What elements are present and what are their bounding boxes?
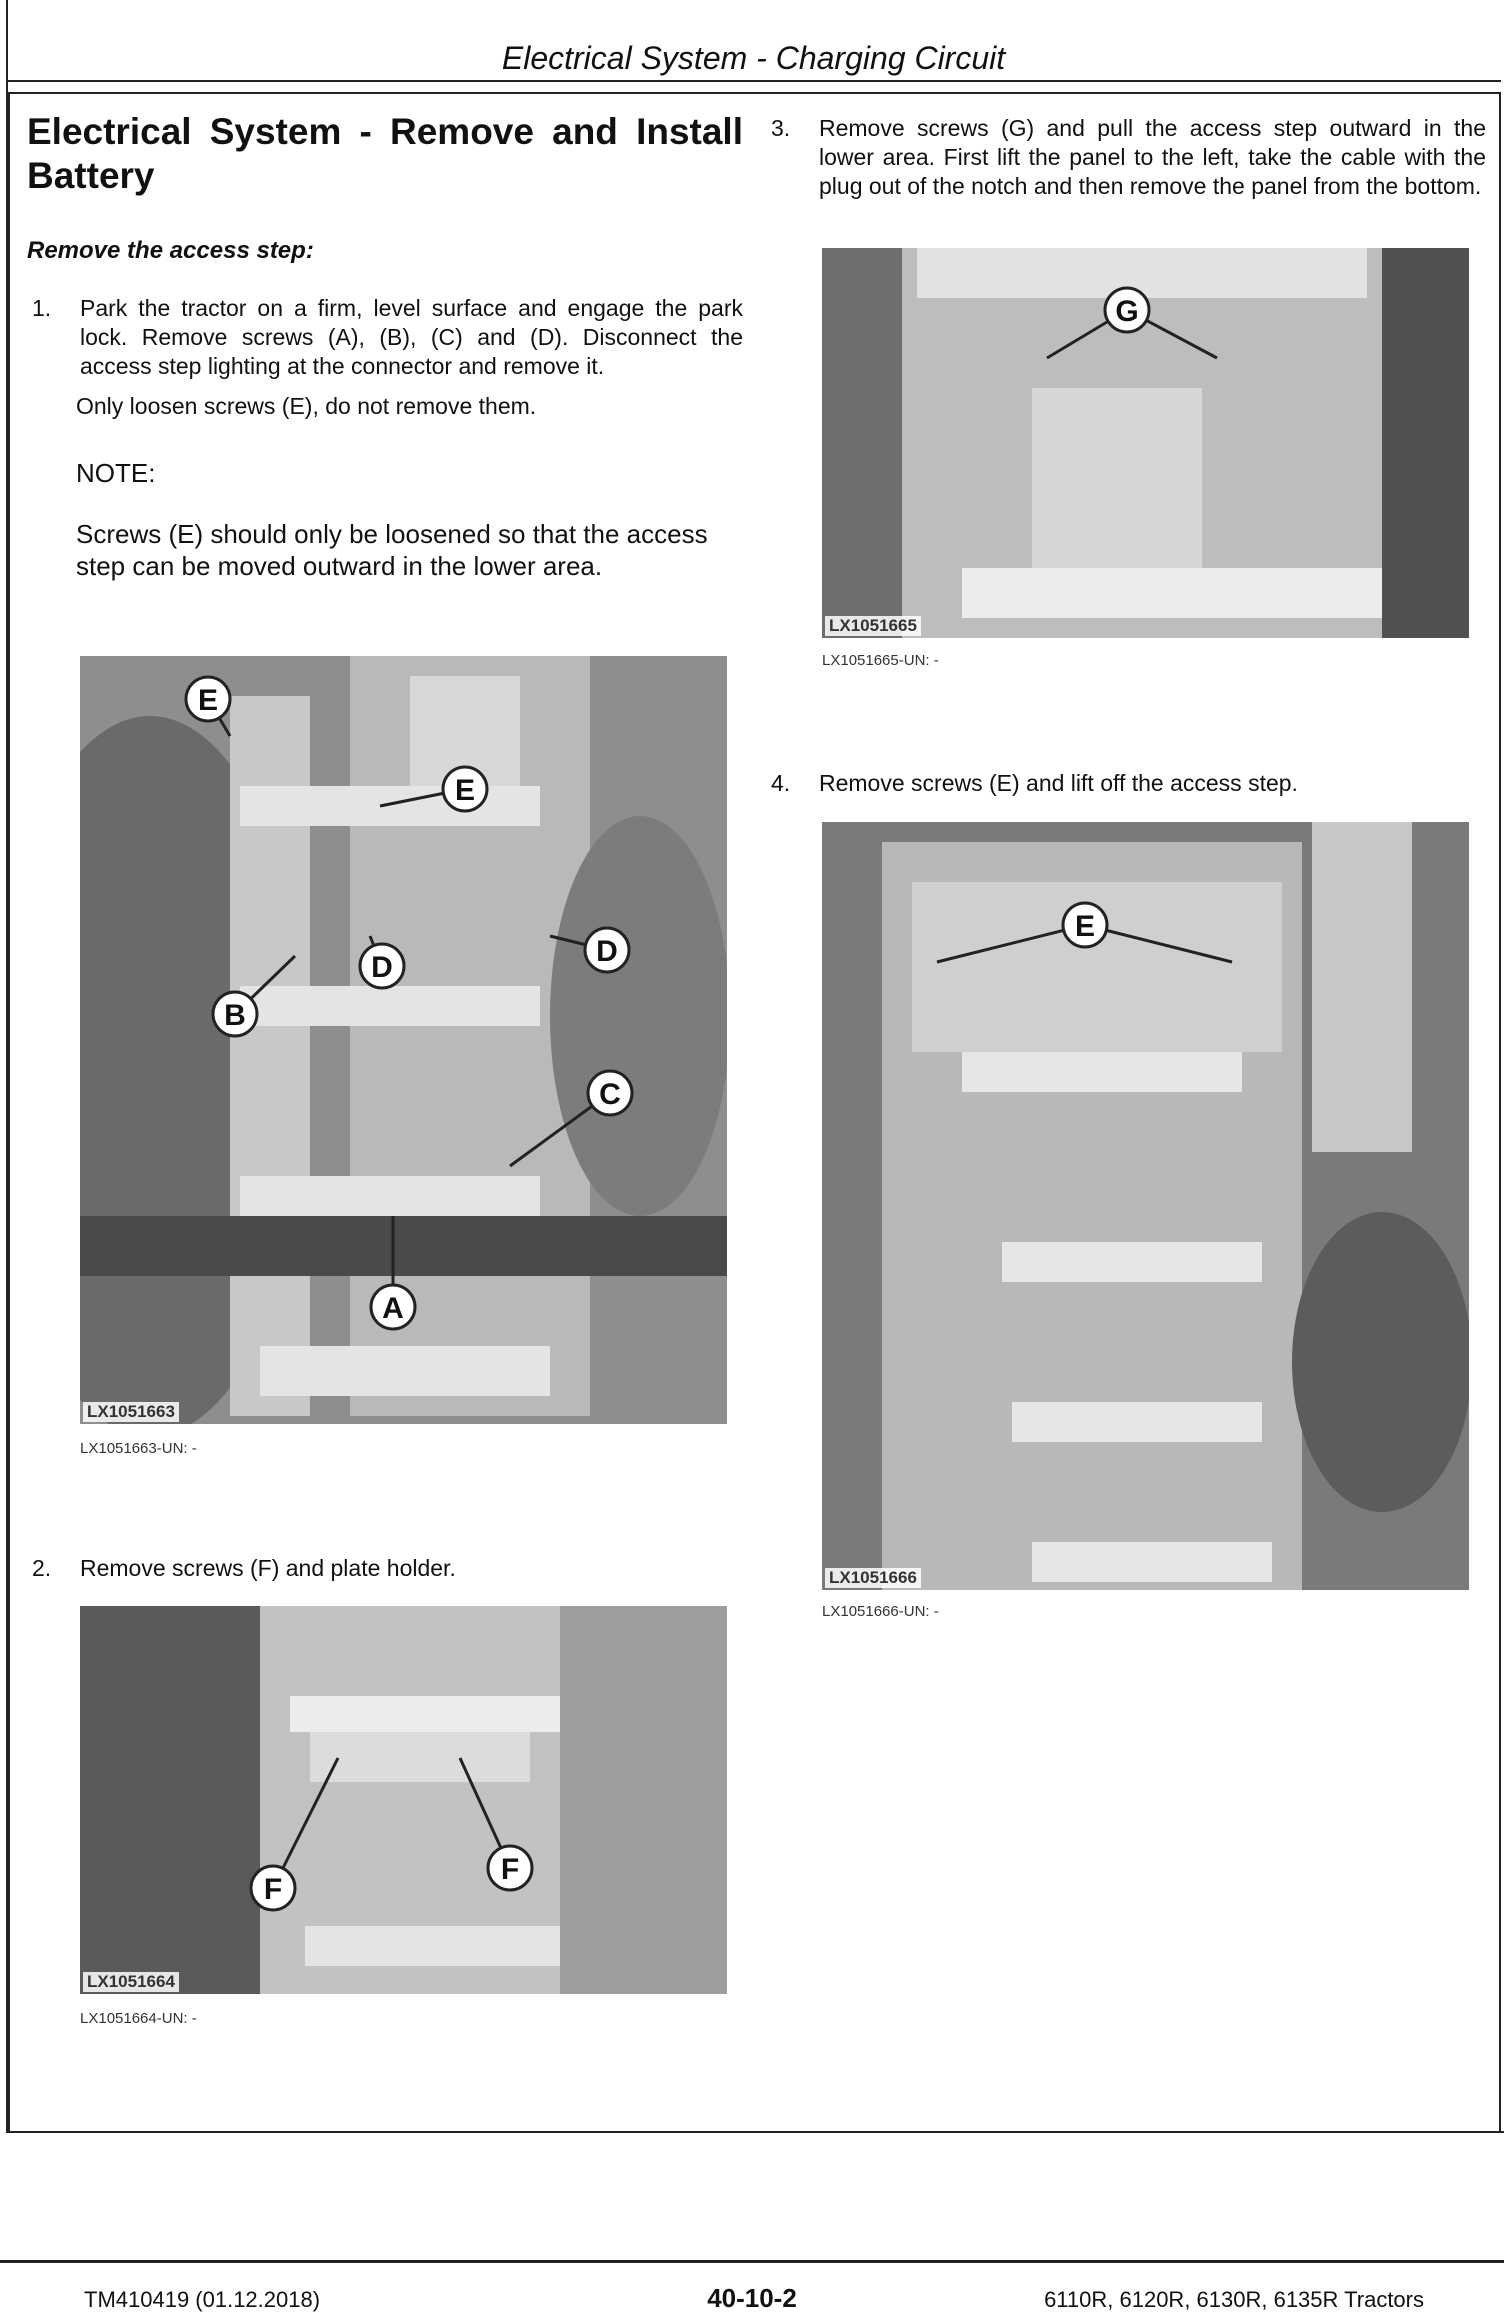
header-divider [6, 80, 1501, 82]
step-1-extra: Only loosen screws (E), do not remove them. [76, 393, 537, 419]
callout-label-e-upper: E [197, 684, 219, 717]
figure-photo-id: LX1051663 [83, 1402, 179, 1422]
footer-page-number: 40-10-2 [707, 2283, 797, 2313]
step-number: 4. [771, 770, 791, 796]
figure-1-illustration [80, 656, 727, 1424]
step-2 [32, 1554, 743, 1586]
figure-photo-id: LX1051666 [825, 1568, 921, 1588]
callout-label-g: G [1115, 295, 1139, 328]
header-title: Electrical System - Charging Circuit [501, 40, 1006, 76]
callout-label-f-left: F [263, 1873, 283, 1906]
figure-caption-4: LX1051666-UN: - [822, 1603, 939, 1620]
note-label: NOTE: [76, 458, 156, 488]
footer-models: 6110R, 6120R, 6130R, 6135R Tractors [1044, 2287, 1424, 2312]
figure-caption-1: LX1051663-UN: - [80, 1440, 197, 1457]
step-number: 1. [32, 295, 52, 321]
footer-divider [0, 2260, 1504, 2263]
step-4 [771, 769, 1486, 801]
callout-label-c: C [599, 1078, 621, 1111]
figure-caption-2: LX1051664-UN: - [80, 2010, 197, 2027]
step-text: Remove screws (F) and plate holder. [80, 1555, 456, 1581]
callout-label-d-right: D [596, 935, 618, 968]
step-number: 2. [32, 1555, 52, 1581]
callout-label-e: E [1074, 910, 1096, 943]
section-title-line2: Battery [27, 155, 155, 196]
figure-caption-3: LX1051665-UN: - [822, 652, 939, 669]
step-1 [32, 294, 743, 384]
figure-photo-4 [822, 822, 1469, 1590]
subheading: Remove the access step: [27, 237, 314, 264]
figure-photo-id: LX1051664 [83, 1972, 179, 1992]
callout-label-f-right: F [500, 1853, 520, 1886]
section-title-line1: Electrical System - Remove and Install [27, 111, 743, 152]
figure-2-illustration [80, 1606, 727, 1994]
figure-photo-2 [80, 1606, 727, 1994]
figure-4-illustration [822, 822, 1469, 1590]
step-number: 3. [771, 115, 791, 141]
callout-label-b: B [224, 999, 246, 1032]
figure-3-illustration [822, 248, 1469, 638]
figure-photo-3 [822, 248, 1469, 638]
step-text: Remove screws (G) and pull the access step outward in the lower area. First lift the panel to the left, take the cable with the plug out of the notch and then remove the panel from the bottom. [819, 115, 1486, 199]
footer-doc-number: TM410419 (01.12.2018) [84, 2287, 321, 2312]
section-title [27, 110, 743, 198]
step-text: Remove screws (E) and lift off the access step. [819, 770, 1298, 796]
figure-photo-1 [80, 656, 727, 1424]
figure-photo-id: LX1051665 [825, 616, 921, 636]
step-3 [771, 114, 1486, 234]
callout-label-e-right: E [454, 774, 476, 807]
callout-label-a: A [382, 1292, 404, 1325]
step-text: Park the tractor on a firm, level surface and engage the park lock. Remove screws (A), (B), (C) and (D). Disconnect the access step lighting at the connector and remove it. [80, 295, 743, 379]
callout-label-d-left: D [371, 951, 393, 984]
note-text: Screws (E) should only be loosened so that the access step can be moved outward in the lower area. [76, 519, 708, 581]
